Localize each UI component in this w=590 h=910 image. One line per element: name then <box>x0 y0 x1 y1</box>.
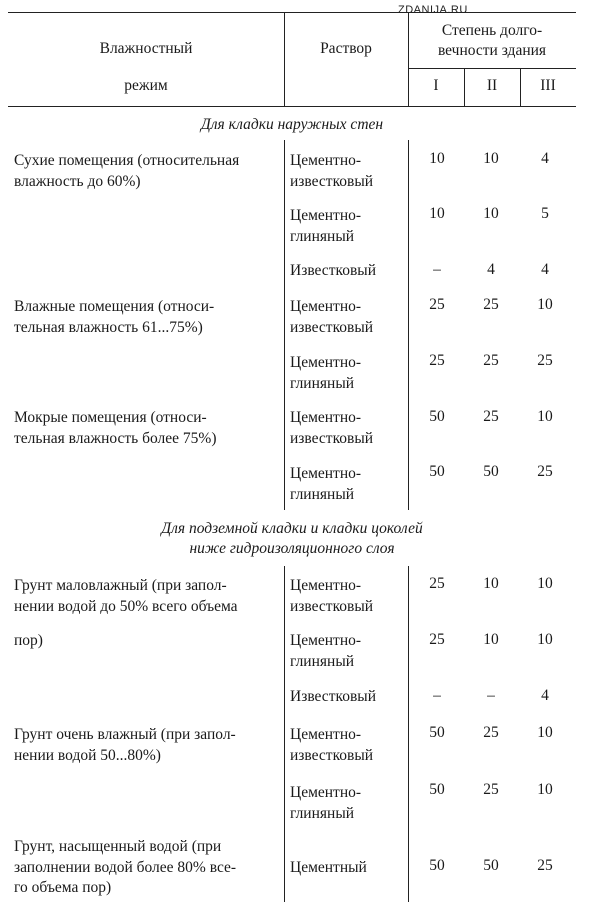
watermark: ZDANIJA.RU <box>398 4 468 16</box>
table-top-rule <box>8 12 576 13</box>
value-cell: 50 <box>429 857 445 874</box>
value-cell: 25 <box>483 408 499 425</box>
value-cell: 50 <box>429 781 445 798</box>
value-cell: – <box>433 687 441 704</box>
mortar-text: Цементно- <box>290 409 362 426</box>
value-cell: 25 <box>483 781 499 798</box>
value-cell: 4 <box>541 261 549 278</box>
value-cell: 4 <box>541 150 549 167</box>
mode-text: Мокрые помещения (относи- <box>14 409 207 426</box>
value-cell: 5 <box>541 205 549 222</box>
mortar-text: Цементно- <box>290 354 362 371</box>
mode-text: пор) <box>14 632 43 649</box>
body1-divider-1 <box>284 140 285 510</box>
value-cell: 25 <box>537 463 553 480</box>
mortar-text: Цементно- <box>290 298 362 315</box>
value-cell: 25 <box>429 631 445 648</box>
mortar-text: Цементно- <box>290 632 362 649</box>
mortar-text: глиняный <box>290 228 355 245</box>
mode-text: нении водой до 50% всего объема <box>14 598 238 615</box>
mode-text: Грунт маловлажный (при запол- <box>14 577 227 594</box>
header-mode-line2: режим <box>124 77 168 94</box>
header-mortar: Раствор <box>320 40 372 57</box>
value-cell: 10 <box>537 296 553 313</box>
grade-header-rule <box>408 68 576 69</box>
value-cell: 10 <box>483 631 499 648</box>
value-cell: 25 <box>483 724 499 741</box>
value-cell: 10 <box>537 724 553 741</box>
mode-text: влажность до 60%) <box>14 173 141 190</box>
mortar-text: глиняный <box>290 375 355 392</box>
mode-text: Грунт, насыщенный водой (при <box>14 838 222 855</box>
header-durability-line2: вечности здания <box>437 42 547 59</box>
body2-divider-1 <box>284 566 285 902</box>
mortar-text: глиняный <box>290 486 355 503</box>
mortar-text: Цементно- <box>290 207 362 224</box>
mortar-text: Цементный <box>290 859 367 876</box>
mortar-text: известковый <box>290 430 374 447</box>
value-cell: 10 <box>429 205 445 222</box>
value-cell: 25 <box>429 575 445 592</box>
value-cell: 10 <box>537 408 553 425</box>
value-cell: 25 <box>483 352 499 369</box>
mortar-text: известковый <box>290 598 374 615</box>
value-cell: 10 <box>429 150 445 167</box>
value-cell: 4 <box>541 687 549 704</box>
header-grade-2: II <box>486 77 498 94</box>
mortar-text: известковый <box>290 319 374 336</box>
mortar-text: Цементно- <box>290 465 362 482</box>
header-durability-line1: Степень долго- <box>441 22 543 39</box>
header-bottom-rule <box>8 106 576 107</box>
value-cell: 4 <box>487 261 495 278</box>
mode-text: Сухие помещения (относительная <box>14 152 240 169</box>
mortar-text: глиняный <box>290 805 355 822</box>
mortar-text: Цементно- <box>290 152 362 169</box>
value-cell: 10 <box>537 575 553 592</box>
mortar-text: известковый <box>290 173 374 190</box>
mode-text: заполнении водой более 80% все- <box>14 859 237 876</box>
section2-title-line1: Для подземной кладки и кладки цоколей <box>161 520 423 537</box>
value-cell: 25 <box>537 352 553 369</box>
mortar-text: Известковый <box>290 688 376 705</box>
body1-divider-2 <box>408 140 409 510</box>
mode-text: го объема пор) <box>14 879 112 896</box>
value-cell: 50 <box>429 408 445 425</box>
mode-text: Грунт очень влажный (при запол- <box>14 726 236 743</box>
mortar-text: глиняный <box>290 653 355 670</box>
section1-title: Для кладки наружных стен <box>200 116 384 133</box>
mode-text: тельная влажность 61...75%) <box>14 319 203 336</box>
value-cell: 50 <box>483 463 499 480</box>
value-cell: 50 <box>429 463 445 480</box>
mode-text: нении водой 50...80%) <box>14 747 161 764</box>
value-cell: – <box>487 687 495 704</box>
value-cell: 50 <box>483 857 499 874</box>
mortar-text: известковый <box>290 747 374 764</box>
mode-text: тельная влажность более 75%) <box>14 430 217 447</box>
value-cell: 10 <box>483 205 499 222</box>
body2-divider-2 <box>408 566 409 902</box>
header-grade-1: I <box>433 77 439 94</box>
value-cell: 10 <box>483 575 499 592</box>
header-grade-3: III <box>540 77 556 94</box>
value-cell: 10 <box>483 150 499 167</box>
value-cell: 25 <box>483 296 499 313</box>
value-cell: 10 <box>537 781 553 798</box>
value-cell: 10 <box>537 631 553 648</box>
value-cell: 25 <box>429 296 445 313</box>
value-cell: 25 <box>537 857 553 874</box>
mode-text: Влажные помещения (относи- <box>14 298 215 315</box>
mortar-text: Цементно- <box>290 726 362 743</box>
mortar-text: Цементно- <box>290 577 362 594</box>
value-cell: – <box>433 261 441 278</box>
mortar-text: Известковый <box>290 262 376 279</box>
header-mode-line1: Влажностный <box>99 40 193 57</box>
value-cell: 25 <box>429 352 445 369</box>
value-cell: 50 <box>429 724 445 741</box>
section2-title-line2: ниже гидроизоляционного слоя <box>189 540 395 557</box>
mortar-text: Цементно- <box>290 784 362 801</box>
